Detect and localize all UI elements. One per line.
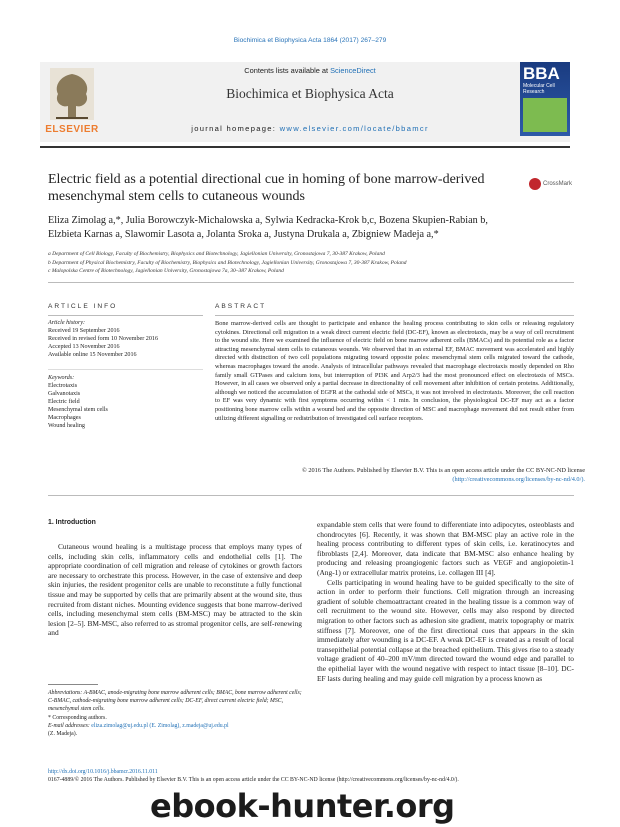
introduction-heading: 1. Introduction bbox=[48, 519, 96, 526]
authors-line-1: Eliza Zimolag a,*, Julia Borowczyk-Michalowska a, Sylwia Kedracka-Krok b,c, Bozena Skupien-Rabian b, bbox=[48, 215, 488, 226]
keywords bbox=[48, 374, 208, 430]
abstract-body: Bone marrow-derived cells are thought to participate and enhance the healing process contributing to skin cells or releasing regulatory cytokines. Directional cell migration in a weak direct current electric field (DC-EF), known as electrotaxis, may be a way of cell recruitment to the wound site. Here we examined the influence of electric field on bone marrow adherent cells (BMACs) and its potential role as a factor attracting mesenchymal stem cells to cutaneous wounds. We observed that in an external EF, BMAC movement was accelerated and highly directed with distinction of two cell populations migrating toward opposite poles: mesenchymal stem cells migrated toward the cathode, whereas macrophages toward the anode. Analysis of intracellular pathways revealed that macrophage electrotaxis mostly depended on Rho family small GTPases and calcium ions, but interruption of PI3K and Arp2/3 had the most pronounced effect on electrotaxis of MSCs. However, in all cases we observed only a partial decrease in directionality of cell movement after inhibition of certain proteins. Additionally, although we noticed the accumulation of EGFR at the cathodal side of MSCs, it was not involved in electrotaxis. Moreover, the cell reaction to EF was very dynamic with first symptoms occurring within < 1 min. In conclusion, the physiological DC-EF may act as a factor positioning bone marrow cells within a wound bed and the opposite direction of MSC and macrophage movement did not result either from utilizing different signalling or redistribution of investigated cell surface receptors. bbox=[215, 320, 574, 422]
keyword-item: Electric field bbox=[48, 399, 80, 405]
section-divider bbox=[48, 495, 574, 496]
license-line-1: © 2016 The Authors. Published by Elsevier B.V. This is an open access article under the CC BY-NC-ND license bbox=[301, 467, 585, 474]
watermark: ebook-hunter.org bbox=[150, 787, 455, 825]
history-received: Received 19 September 2016 bbox=[48, 328, 120, 334]
affiliations bbox=[48, 250, 578, 276]
affiliation-c: c Malopolska Centre of Biotechnology, Jagiellonian University, Gronostajowa 7a, 30–387 Krakow, Poland bbox=[48, 268, 284, 274]
emails-label: E-mail addresses: bbox=[48, 722, 92, 729]
contents-prefix: Contents lists available at bbox=[244, 66, 331, 75]
intro-left-column bbox=[48, 542, 302, 638]
abstract-heading: ABSTRACT bbox=[215, 303, 267, 310]
crossmark-icon bbox=[529, 178, 541, 190]
intro-right-column bbox=[317, 520, 574, 683]
history-online: Available online 15 November 2016 bbox=[48, 352, 137, 358]
cover-artwork bbox=[523, 98, 567, 132]
publisher-logo-text: ELSEVIER bbox=[45, 124, 99, 135]
corresponding-footnote: * Corresponding authors. bbox=[48, 714, 107, 721]
cover-title: BBA bbox=[523, 64, 560, 83]
keywords-divider bbox=[48, 369, 203, 370]
affiliation-a: a Department of Cell Biology, Faculty of Biochemistry, Biophysics and Biotechnology, Jagiellonian University, Gronostajowa 7, 30-387 Krakow, Poland bbox=[48, 251, 385, 257]
article-info-heading: ARTICLE INFO bbox=[48, 303, 118, 310]
homepage-prefix: journal homepage: bbox=[191, 124, 280, 133]
abbreviations-footnote: Abbreviations: A-BMAC, anode-migrating bone marrow adherent cells; BMAC, bone marrow adherent cells; C-BMAC, cathode-migrating bone marrow adherent cells; DC-EF, direct current electric field; MSC, mesenchymal stem cells. bbox=[48, 690, 302, 713]
homepage-link[interactable]: www.elsevier.com/locate/bbamcr bbox=[279, 124, 429, 133]
authors-line-2: Elzbieta Karnas a, Slawomir Lasota a, Jolanta Sroka a, Justyna Drukala a, Zbigniew Madeja a,* bbox=[48, 228, 439, 240]
journal-citation[interactable]: Biochimica et Biophysica Acta 1864 (2017) 267–279 bbox=[233, 37, 387, 44]
section-divider bbox=[48, 282, 574, 283]
keyword-item: Macrophages bbox=[48, 415, 81, 421]
affiliation-b: b Department of Physical Biochemistry, Faculty of Biochemistry, Biophysics and Biotechnology, Jagiellonian University, Gronostajowa 7, 30-387 Krakow, Poland bbox=[48, 259, 407, 266]
history-revised: Received in revised form 10 November 2016 bbox=[48, 336, 158, 342]
keyword-item: Electrotaxis bbox=[48, 383, 78, 389]
author-list bbox=[48, 214, 578, 241]
keywords-label: Keywords: bbox=[48, 375, 75, 381]
cover-subtitle: Molecular Cell Research bbox=[523, 83, 555, 95]
email-links[interactable]: eliza.zimolag@uj.edu.pl (E. Zimolag), z.madeja@uj.edu.pl bbox=[91, 722, 229, 729]
journal-title: Biochimica et Biophysica Acta bbox=[226, 86, 394, 101]
article-info-divider bbox=[48, 315, 203, 316]
doi-block bbox=[48, 768, 588, 784]
journal-cover-thumbnail[interactable] bbox=[520, 62, 570, 136]
keyword-item: Galvanotaxis bbox=[48, 391, 81, 397]
crossmark-label: CrossMark bbox=[543, 181, 573, 188]
history-label: Article history: bbox=[48, 320, 86, 326]
license-link[interactable]: (http://creativecommons.org/licenses/by-nc-nd/4.0/). bbox=[452, 475, 585, 483]
article-title: Electric field as a potential directional cue in homing of bone marrow-derived mesenchymal stem cells to cutaneous wounds bbox=[48, 172, 485, 204]
intro-paragraph: Cells participating in wound healing have to be guided specifically to the site of action in order to perform their functions. Cell migration through an increasing gradient of soluble chemoattractant created in the healing tissue is a common way of cell recruitment to the wound site. However, cells may also respond by directed migration to other factors such as adhesion site gradient, matrix topography or matrix stiffness [7]. Moreover, one of the first directional cues that appears in the skin immediately after wounding is a DC-EF. A weak DC-EF is created as a result of local transepithelial potential collapse at the breached epithelium. This gives rise to a steady voltage gradient of 40–200 mV/mm directed toward the wound edge and parallel to the epithelial layer with the wound negative with respect to intact tissue [8–10]. DC-EF lasts during healing and may guide cell migration by a process known as bbox=[317, 577, 574, 683]
abstract-divider bbox=[215, 315, 574, 316]
emails-footnote bbox=[48, 722, 302, 730]
intro-paragraph: expandable stem cells that were found to differentiate into adipocytes, osteoblasts and chondrocytes [6]. Recently, it was shown that BM-MSC play an active role in the healing process contributing to different types of skin cells, i.e. keratinocytes and fibroblasts [2,4]. Moreover, data indicate that BM-MSC also enhance healing by producing and releasing proangiogenic factors such as VEGF and angiopoietin-1 (Ang-1) or extracellular matrix proteins, i.e. collagen III [4]. bbox=[317, 520, 574, 577]
sciencedirect-link[interactable]: ScienceDirect bbox=[330, 66, 376, 75]
keyword-item: Mesenchymal stem cells bbox=[48, 407, 108, 413]
emails-continuation: (Z. Madeja). bbox=[48, 731, 78, 738]
article-history bbox=[48, 319, 208, 359]
header-divider bbox=[40, 146, 570, 148]
crossmark-badge[interactable] bbox=[529, 175, 572, 193]
history-accepted: Accepted 13 November 2016 bbox=[48, 344, 120, 350]
abstract-license bbox=[215, 467, 585, 484]
keyword-item: Wound healing bbox=[48, 423, 85, 429]
copyright-line: 0167-4889/© 2016 The Authors. Published by Elsevier B.V. This is an open access article under the CC BY-NC-ND license (http://creativecommons.org/licenses/by-nc-nd/4.0/). bbox=[48, 777, 459, 783]
doi-link[interactable]: http://dx.doi.org/10.1016/j.bbamcr.2016.11.011 bbox=[48, 769, 158, 775]
intro-paragraph: Cutaneous wound healing is a multistage process that employs many types of cells, including skin cells, inflammatory cells and endothelial cells [1]. The appropriate coordination of cell migration and release of cytokines or growth factors are necessary to orchestrate this process. However, in the case of extensive and deep skin injuries, the resident progenitor cells are unable to reconstitute a fully functional tissue and may be supported by cells that are primarily absent at the wound site, thus recruited from distant niches. Mounting evidence suggests that bone marrow-derived cells, including mesenchymal stem cells (BM-MSC) may be attracted to the skin lesion [2–5]. BM-MSC, also referred to as stromal progenitor cells, are self-renewing and bbox=[48, 542, 302, 638]
footnotes bbox=[48, 689, 302, 738]
footnote-divider bbox=[48, 684, 98, 685]
